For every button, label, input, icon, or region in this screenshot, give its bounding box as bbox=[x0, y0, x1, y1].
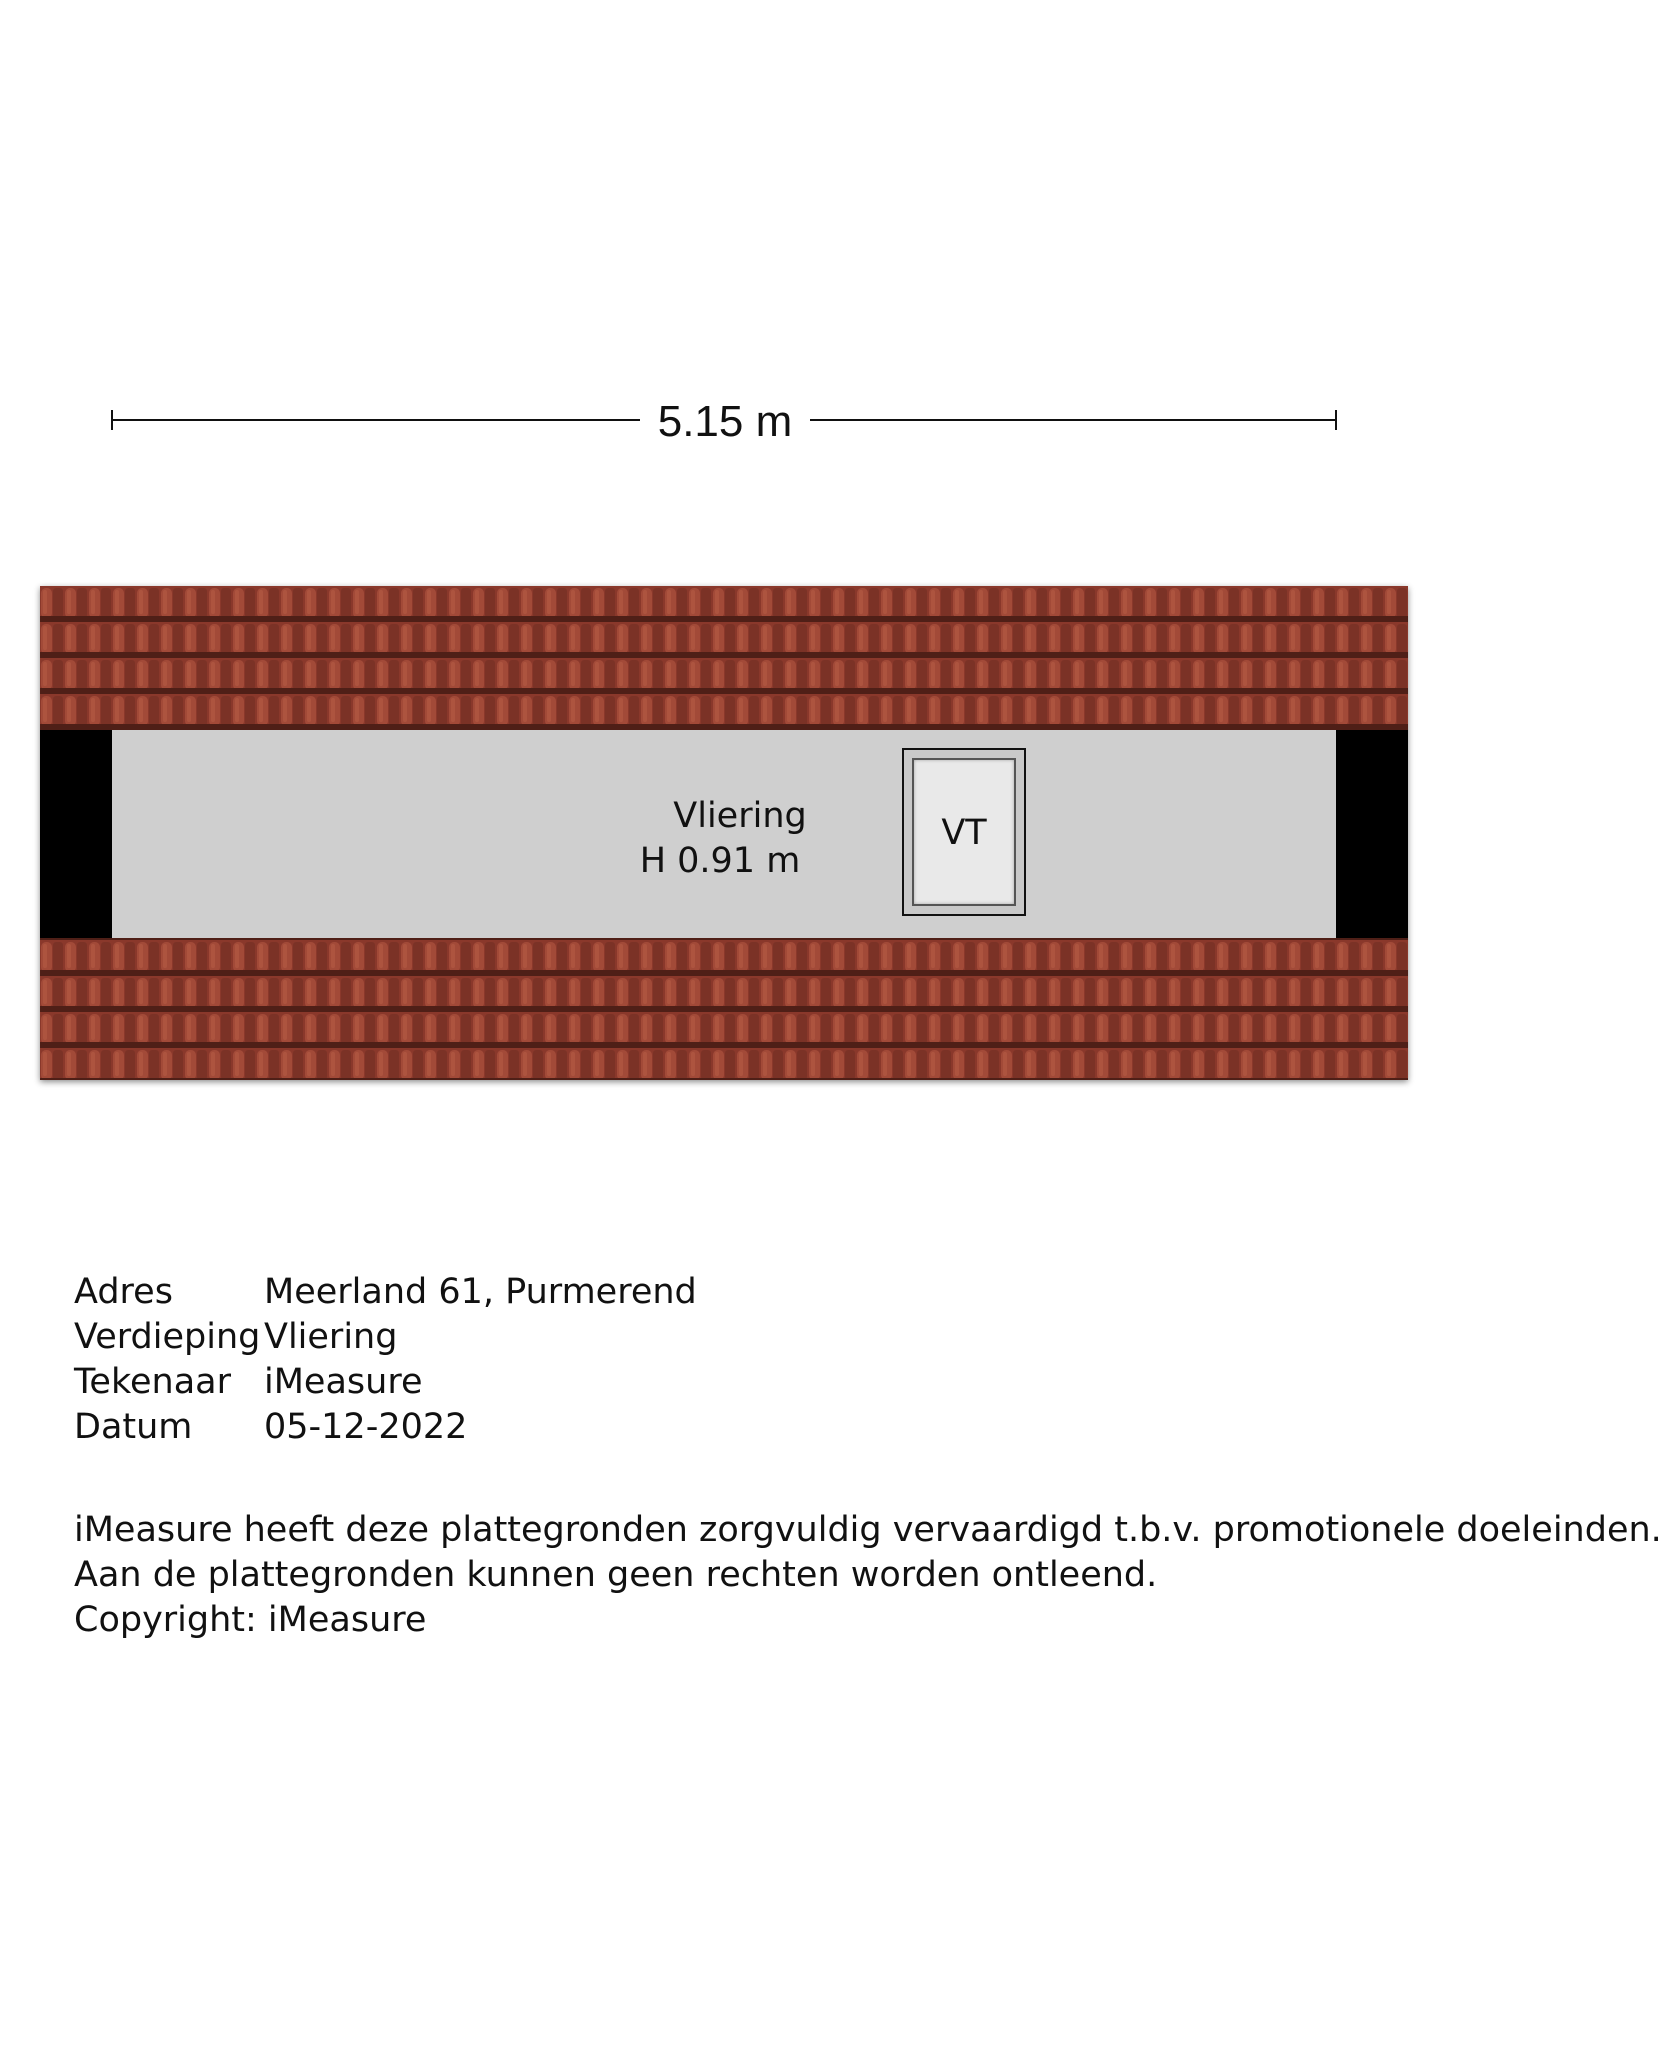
info-key: Verdieping bbox=[74, 1317, 261, 1357]
info-key: Datum bbox=[74, 1407, 193, 1447]
info-key: Adres bbox=[74, 1272, 173, 1312]
info-value: iMeasure bbox=[264, 1362, 423, 1402]
roof-tiles-bottom bbox=[40, 938, 1408, 1080]
floor-plan bbox=[40, 586, 1408, 1080]
wall-right bbox=[1336, 730, 1408, 938]
info-key: Tekenaar bbox=[74, 1362, 231, 1402]
disclaimer bbox=[74, 1508, 1662, 1643]
info-row-drafter bbox=[74, 1360, 697, 1405]
dimension-cap-left bbox=[111, 410, 113, 430]
dimension-label: 5.15 m bbox=[640, 392, 810, 452]
info-row-floor bbox=[74, 1315, 697, 1360]
disclaimer-line: Aan de plattegronden kunnen geen rechten worden ontleend. bbox=[74, 1555, 1158, 1595]
info-value: Meerland 61, Purmerend bbox=[264, 1272, 697, 1312]
attic-hatch bbox=[902, 748, 1026, 916]
info-value: 05-12-2022 bbox=[264, 1407, 468, 1447]
info-row-address bbox=[74, 1270, 697, 1315]
info-row-date bbox=[74, 1405, 697, 1450]
room-height-label: H 0.91 m bbox=[639, 841, 801, 881]
attic-hatch-label: VT bbox=[941, 813, 987, 853]
room-name-label: Vliering bbox=[673, 796, 807, 836]
copyright-line: Copyright: iMeasure bbox=[74, 1600, 427, 1640]
roof-tiles-top bbox=[40, 586, 1408, 730]
info-table bbox=[74, 1270, 697, 1450]
dimension-cap-right bbox=[1335, 410, 1337, 430]
wall-left bbox=[40, 730, 112, 938]
disclaimer-line: iMeasure heeft deze plattegronden zorgvuldig vervaardigd t.b.v. promotionele doeleinden. bbox=[74, 1510, 1662, 1550]
info-value: Vliering bbox=[264, 1317, 398, 1357]
